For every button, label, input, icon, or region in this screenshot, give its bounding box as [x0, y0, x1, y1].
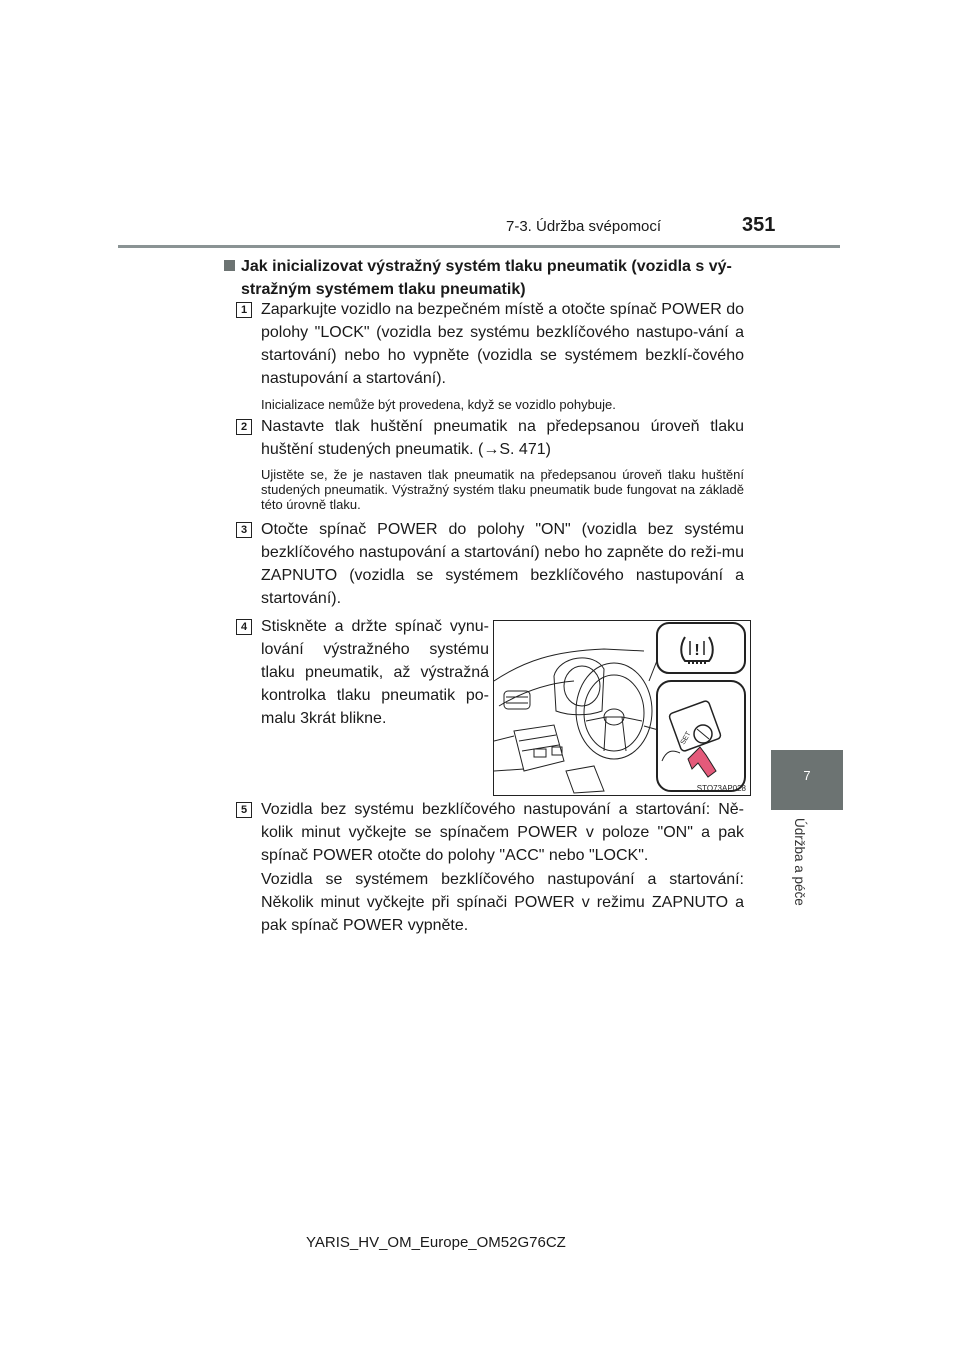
header-divider: [118, 245, 840, 248]
chapter-number: 7: [803, 768, 811, 783]
step-3-text: Otočte spínač POWER do polohy "ON" (vozidla bez systému bezklíčového nastupování a startování) nebo ho zapněte do reži-mu ZAPNUTO (vozidla se systémem bezklíčového nastupování a startování).: [261, 521, 744, 607]
step-2-text: Nastavte tlak huštění pneumatik na předepsanou úroveň tlaku huštění studených pneumatik. (→S. 471): [261, 418, 744, 458]
step-number-3: 3: [236, 522, 252, 538]
step-number-5: 5: [236, 802, 252, 818]
page-number: 351: [742, 214, 776, 236]
step-number-1: 1: [236, 302, 252, 318]
section-title: 7-3. Údržba svépomocí: [506, 218, 662, 235]
chapter-tab: [771, 750, 843, 810]
chapter-label: Údržba a péče: [792, 818, 807, 906]
tire-pressure-reset-switch-icon: [657, 681, 745, 791]
dashboard-drawing: [494, 621, 750, 795]
step-number-4: 4: [236, 619, 252, 635]
dashboard-illustration: [493, 620, 751, 796]
svg-text:!: !: [694, 642, 700, 659]
heading-bullet-icon: [224, 260, 235, 271]
step-2-note: Ujistěte se, že je nastaven tlak pneumatik na předepsanou úroveň tlaku huštění studených pneumatik. Výstražný systém tlaku pneumatik bude fungovat na základě této úrovně tlaku.: [261, 467, 744, 512]
svg-text:SET: SET: [679, 730, 693, 746]
step-5-text-2: Vozidla se systémem bezklíčového nastupování a startování: Několik minut vyčkejte při spínači POWER v režimu ZAPNUTO a pak spínač POWER vypněte.: [261, 871, 744, 934]
figure-code: STO73AP028: [696, 784, 746, 793]
chapter-label-container: [775, 818, 815, 913]
step-1-note: Inicializace nemůže být provedena, když se vozidlo pohybuje.: [261, 397, 616, 412]
heading-line-1: Jak inicializovat výstražný systém tlaku pneumatik (vozidla s vý-: [241, 258, 732, 275]
step-4-text: Stiskněte a držte spínač vynu-lování výstražného systému tlaku pneumatik, až výstražná kontrolka tlaku pneumatik po-malu 3krát blikne.: [261, 618, 489, 727]
footer-doc-id: YARIS_HV_OM_Europe_OM52G76CZ: [306, 1234, 566, 1251]
page-header: [0, 214, 960, 248]
tire-pressure-warning-icon: [657, 623, 745, 673]
step-5-text: Vozidla bez systému bezklíčového nastupování a startování: Ně-kolik minut vyčkejte se spínačem POWER v poloze "ON" a pak spínač POWER otočte do polohy "ACC" nebo "LOCK".: [261, 801, 744, 864]
section-heading: [224, 255, 760, 301]
heading-line-2: stražným systémem tlaku pneumatik): [241, 281, 526, 298]
step-1-text: Zaparkujte vozidlo na bezpečném místě a otočte spínač POWER do polohy "LOCK" (vozidla bez systému bezklíčového nastupo-vání a startování) nebo ho vypněte (vozidla se systémem bezklí-čového nastupování a startování).: [261, 301, 744, 387]
step-number-2: 2: [236, 419, 252, 435]
